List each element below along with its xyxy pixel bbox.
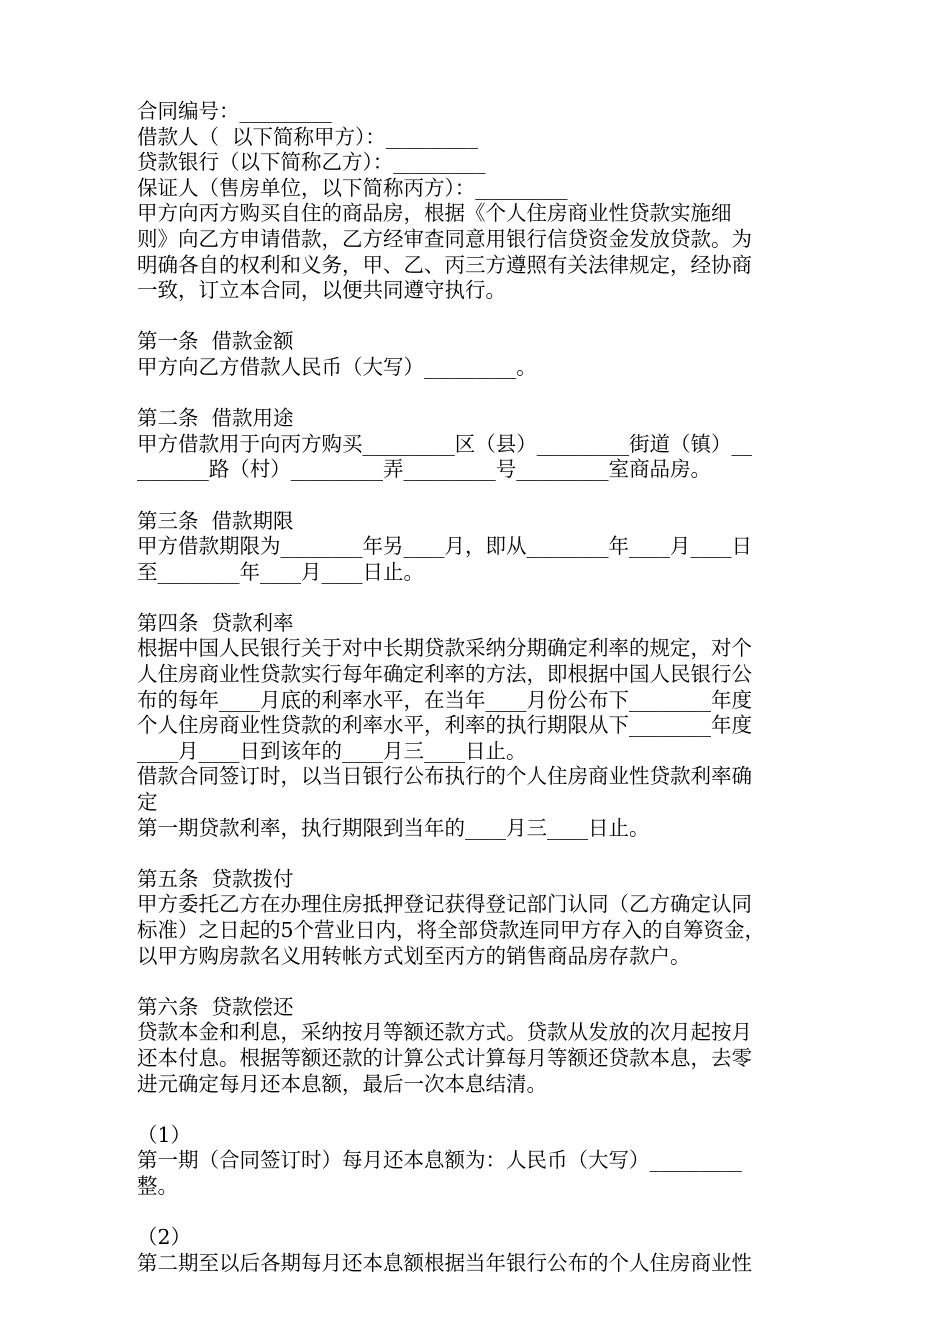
item-1-text: 第一期（合同签订时）每月还本息额为：人民币（大写）_________: [137, 1148, 742, 1173]
article-6-title: 第六条 贷款偿还: [137, 994, 294, 1019]
borrower-line: 借款人（ 以下简称甲方）：_________: [137, 124, 479, 149]
article-5-text: 以甲方购房款名义用转帐方式划至丙方的销售商品房存款户。: [137, 943, 691, 968]
article-5-text: 标准）之日起的5个营业日内，将全部贷款连同甲方存入的自筹资金，: [137, 918, 766, 942]
article-2-title: 第二条 借款用途: [137, 406, 294, 431]
article-3-title: 第三条 借款期限: [137, 508, 294, 533]
preamble-line: 明确各自的权利和义务，甲、乙、丙三方遵照有关法律规定，经协商: [137, 252, 752, 277]
article-6-text: 还本付息。根据等额还款的计算公式计算每月等额还贷款本息，去零: [137, 1045, 752, 1070]
article-4-text: ____月____日到该年的____月三____日止。: [137, 738, 527, 763]
spacer: [137, 585, 827, 611]
item-2-label: （2）: [137, 1225, 192, 1250]
item-1-label: （1）: [137, 1122, 192, 1147]
article-4-text: 布的每年____月底的利率水平，在当年____月份公布下________年度: [137, 687, 752, 712]
article-6-text: 进元确定每月还本息额，最后一次本息结清。: [137, 1071, 547, 1096]
article-5-title: 第五条 贷款拨付: [137, 866, 294, 891]
spacer: [137, 1200, 827, 1226]
article-4-text: 根据中国人民银行关于对中长期贷款采纳分期确定利率的规定，对个: [137, 636, 752, 661]
article-4-title: 第四条 贷款利率: [137, 610, 294, 635]
item-1-text: 整。: [137, 1173, 178, 1198]
article-4-text: 定: [137, 790, 158, 815]
spacer: [137, 969, 827, 995]
article-3-text: 至________年____月____日止。: [137, 559, 424, 584]
lender-line: 贷款银行（以下简称乙方）：_________: [137, 150, 486, 175]
preamble-line: 一致，订立本合同，以便共同遵守执行。: [137, 278, 506, 303]
spacer: [137, 304, 827, 330]
contract-document: [137, 99, 827, 1276]
article-4-text: 个人住房商业性贷款的利率水平，利率的执行期限从下________年度: [137, 713, 752, 738]
preamble-line: 则》向乙方申请借款，乙方经审查同意用银行信贷资金发放贷款。为: [137, 226, 752, 251]
spacer: [137, 483, 827, 509]
spacer: [137, 1097, 827, 1123]
article-1-text: 甲方向乙方借款人民币（大写）_________。: [137, 354, 537, 379]
item-2-text: 第二期至以后各期每月还本息额根据当年银行公布的个人住房商业性: [137, 1250, 752, 1275]
guarantor-line: 保证人（售房单位，以下简称丙方）：_________: [137, 175, 568, 200]
article-1-title: 第一条 借款金额: [137, 329, 294, 354]
preamble-line: 甲方向丙方购买自住的商品房，根据《个人住房商业性贷款实施细: [137, 201, 732, 226]
article-4-text: 借款合同签订时，以当日银行公布执行的个人住房商业性贷款利率确: [137, 764, 752, 789]
article-3-text: 甲方借款期限为________年另____月，即从________年____月____日: [137, 534, 752, 559]
contract-number: 合同编号：_________: [137, 99, 332, 123]
article-6-text: 贷款本金和利息，采纳按月等额还款方式。贷款从发放的次月起按月: [137, 1020, 752, 1045]
article-5-text: 甲方委托乙方在办理住房抵押登记获得登记部门认同（乙方确定认同: [137, 892, 752, 917]
article-4-text: 人住房商业性贷款实行每年确定利率的方法，即根据中国人民银行公: [137, 662, 752, 687]
article-2-text: 甲方借款用于向丙方购买_________区（县）_________街道（镇）__: [137, 431, 752, 456]
spacer: [137, 841, 827, 867]
article-2-text: _______路（村）_________弄_________号_________室商品房。: [137, 457, 711, 482]
spacer: [137, 381, 827, 407]
article-4-text: 第一期贷款利率，执行期限到当年的____月三____日止。: [137, 815, 650, 840]
